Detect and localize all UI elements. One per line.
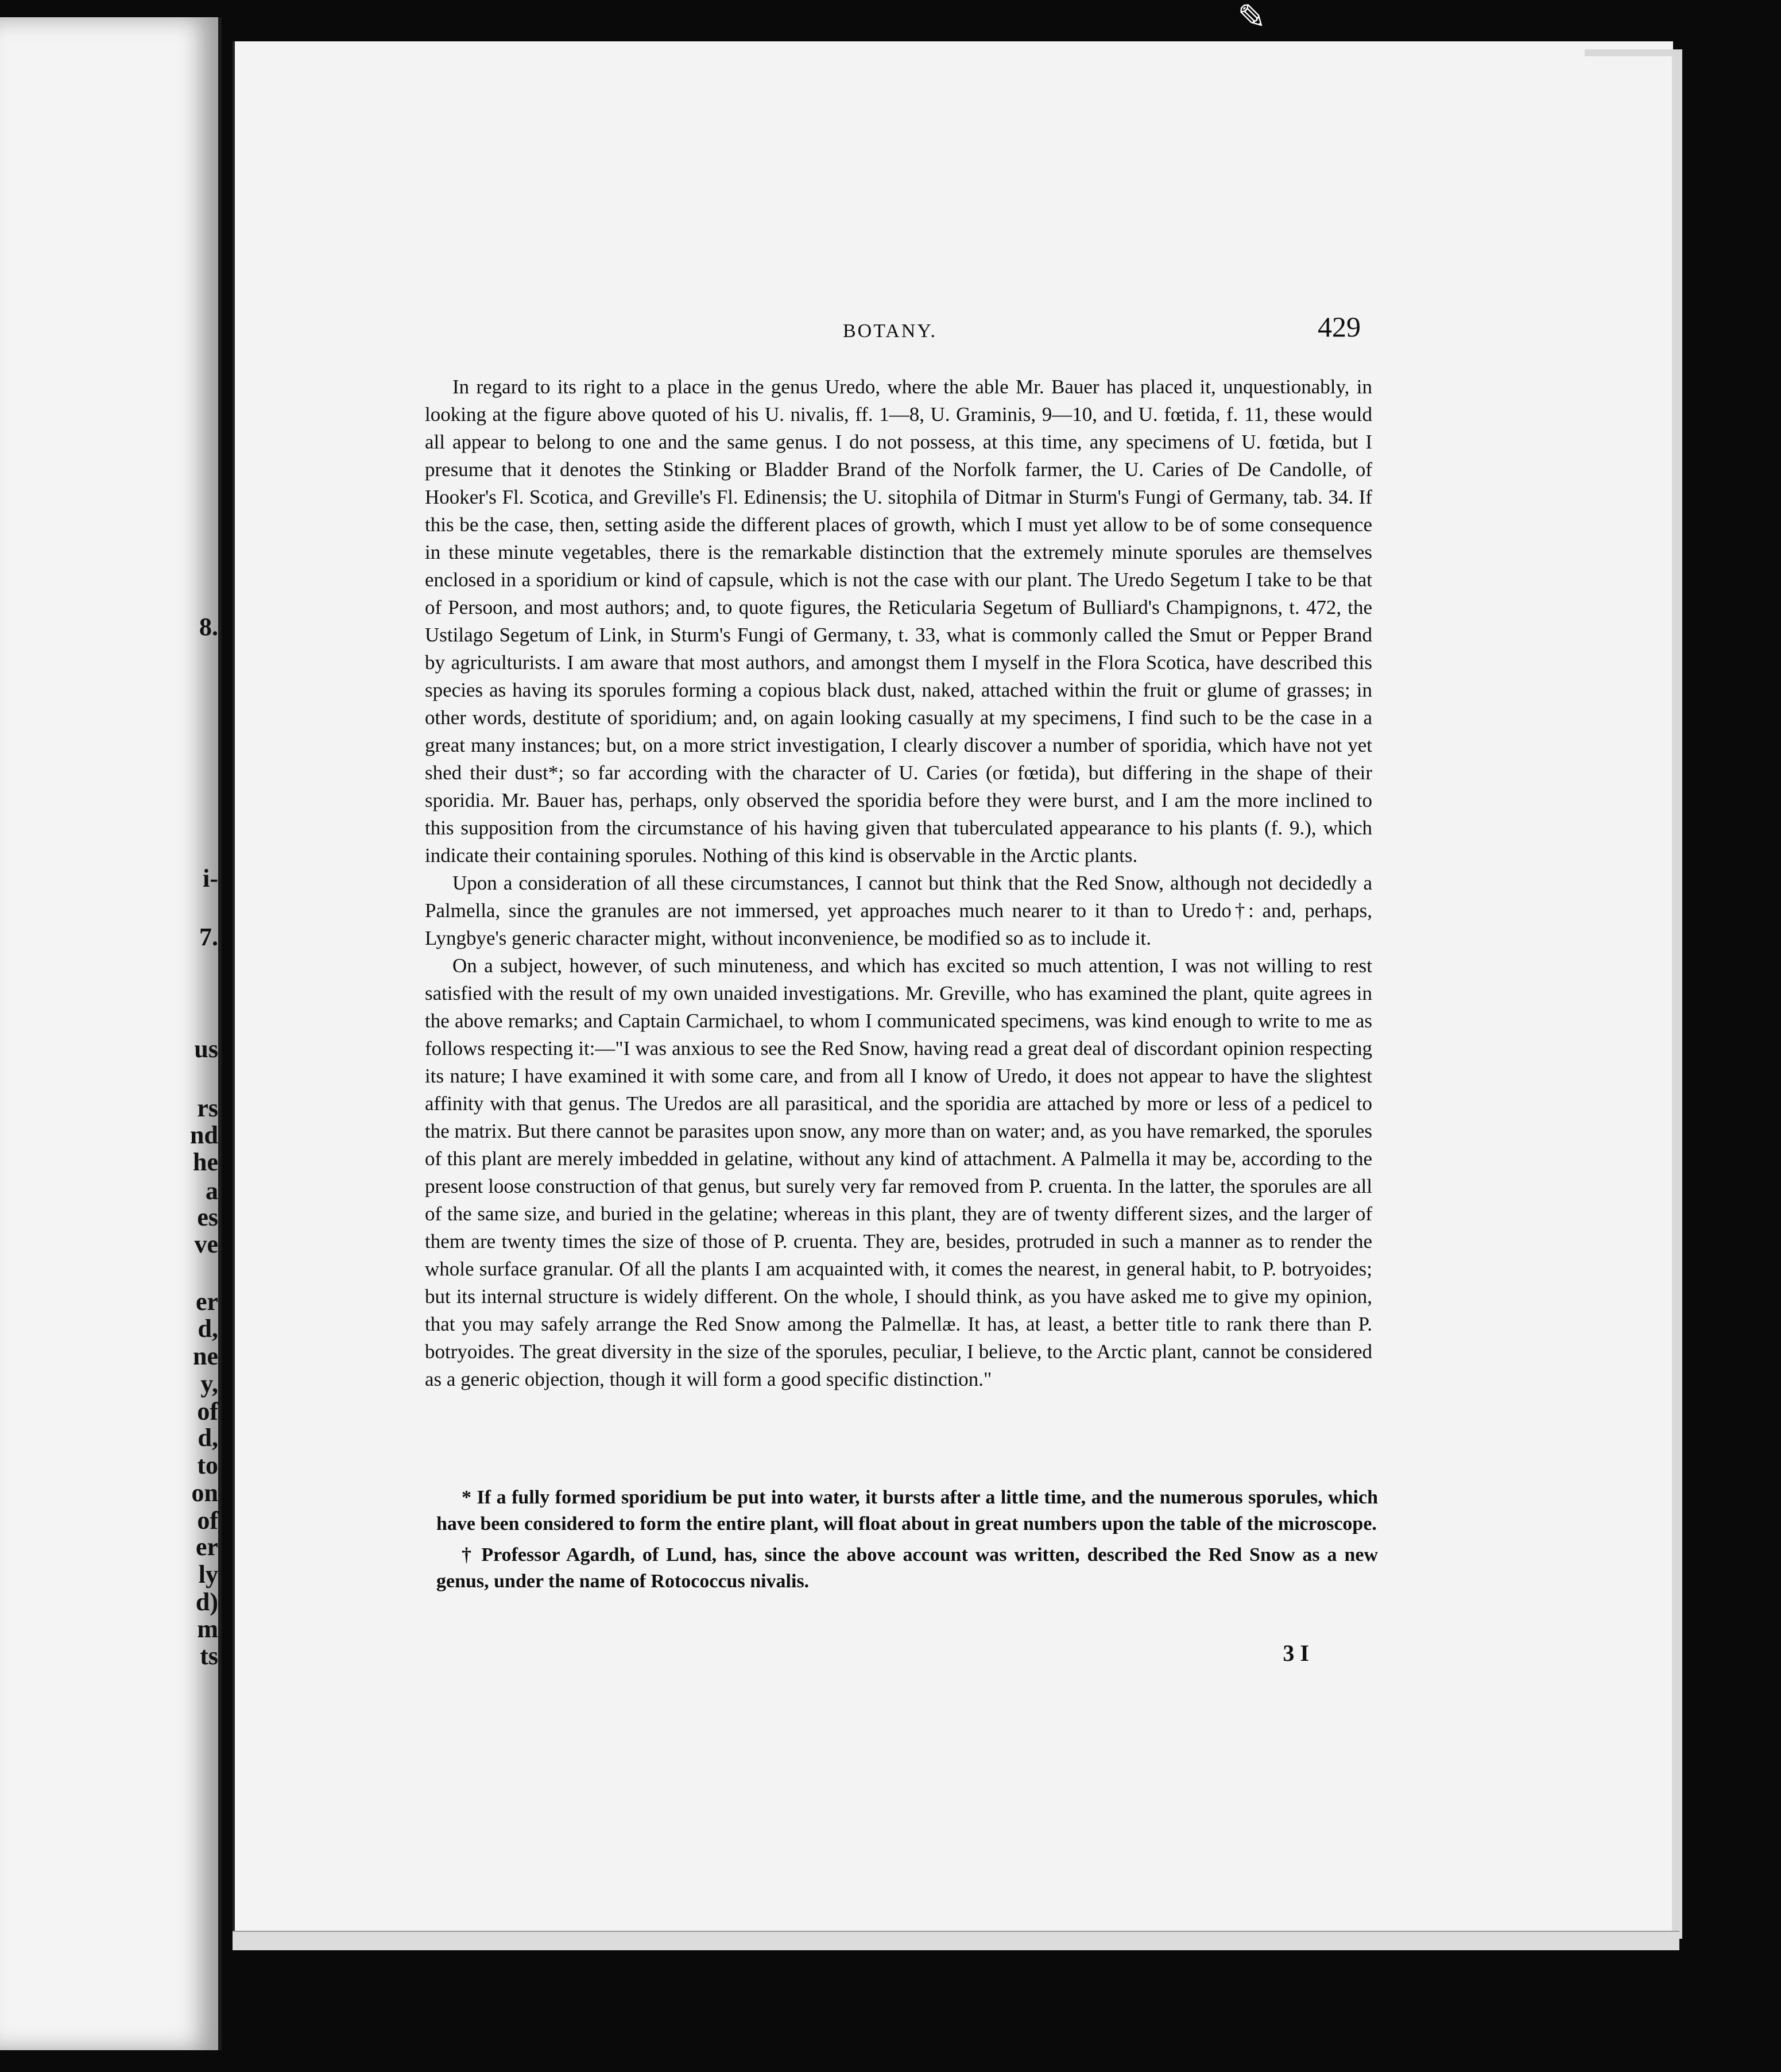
left-fragment: to [197, 1451, 218, 1479]
running-title: BOTANY. [842, 320, 938, 342]
left-fragment: of [197, 1397, 218, 1425]
left-fragment: us [194, 1035, 218, 1063]
left-fragment: er [195, 1288, 218, 1316]
left-fragment: ve [194, 1230, 218, 1258]
body-text [425, 373, 1372, 1393]
left-fragment: d, [198, 1424, 218, 1452]
left-fragment: ly [198, 1560, 218, 1588]
left-fragment: er [195, 1533, 218, 1561]
left-fragment: 7. [199, 923, 218, 951]
left-fragment: d) [195, 1588, 218, 1616]
paragraph: In regard to its right to a place in the genus Uredo, where the able Mr. Bauer has placed it, unquestionably, in looking at the figure above quoted of his U. nivalis, ff. 1—8, U. Graminis, 9—10, and U. fœtida, f. 11, these would all appear to belong to one and the same genus. I do not possess, at this time, any specimens of U. fœtida, but I presume that it denotes the Stinking or Bladder Brand of the Norfolk farmer, the U. Caries of De Candolle, of Hooker's Fl. Scotica, and Greville's Fl. Edinensis; the U. sitophila of Ditmar in Sturm's Fungi of Germany, tab. 34. If this be the case, then, setting aside the different places of growth, which I must yet allow to be of some consequence in these minute vegetables, there is the remarkable distinction that the extremely minute sporules are themselves enclosed in a sporidium or kind of capsule, which is not the case with our plant. The Uredo Segetum I take to be that of Persoon, and most authors; and, to quote figures, the Reticularia Segetum of Bulliard's Champignons, t. 472, the Ustilago Segetum of Link, in Sturm's Fungi of Germany, t. 33, what is commonly called the Smut or Pepper Brand by agriculturists. I am aware that most authors, and amongst them I myself in the Flora Scotica, have described this species as having its sporules forming a copious black dust, naked, attached within the fruit or glume of grasses; in other words, destitute of sporidium; and, on again looking casually at my specimens, I find such to be the case in a great many instances; but, on a more strict investigation, I clearly discover a number of sporidia, which have not yet shed their dust*; so far according with the character of U. Caries (or fœtida), but differing in the shape of their sporidia. Mr. Bauer has, perhaps, only observed the sporidia before they were burst, and I am the more inclined to this supposition from the circumstance of his having given that tuberculated appearance to his plants (f. 9.), which indicate their containing sporules. Nothing of this kind is observable in the Arctic plants. [425, 376, 1372, 867]
footnotes [436, 1485, 1378, 1599]
footnote: * If a fully formed sporidium be put into water, it bursts after a little time, and the numerous sporules, which have been considered to form the entire plant, will float about in great numbers upon the table of the microscope. [436, 1487, 1378, 1534]
paragraph: On a subject, however, of such minuteness, and which has excited so much attention, I was not willing to rest satisfied with the result of my own unaided investigations. Mr. Greville, who has examined the plant, quite agrees in the above remarks; and Captain Carmichael, to whom I communicated specimens, was kind enough to write to me as follows respecting it:—"I was anxious to see the Red Snow, having read a great deal of discordant opinion respecting its nature; I have examined it with some care, and from all I know of Uredo, it does not appear to have the slightest affinity with that genus. The Uredos are all parasitical, and the sporidia are attached by more or less of a pedicel to the matrix. But there cannot be parasites upon snow, any more than on water; and, as you have remarked, the sporules of this plant are merely imbedded in gelatine, without any kind of attachment. A Palmella it may be, according to the present loose construction of that genus, but surely very far removed from P. cruenta. In the latter, the sporules are all of the same size, and buried in the gelatine; whereas in this plant, they are of twenty different sizes, and the larger of them are twenty times the size of those of P. cruenta. They are, besides, protruded in such a manner as to render the whole surface granular. Of all the plants I am acquainted with, it comes the nearest, in general habit, to P. botryoides; but its internal structure is widely different. On the whole, I should think, as you have asked me to give my opinion, that you may safely arrange the Red Snow among the Palmellæ. It has, at least, a better title to rank there than P. botryoides. The great diversity in the size of the sporules, peculiar, I believe, to the Arctic plant, cannot be considered as a generic objection, though it will form a good specific distinction." [425, 954, 1373, 1390]
left-fragment: rs [197, 1094, 218, 1122]
left-fragment: 8. [199, 613, 218, 641]
left-fragment: i- [203, 864, 218, 892]
left-fragment: a [206, 1177, 218, 1205]
left-fragment: m [197, 1615, 218, 1643]
left-page-sliver [0, 17, 222, 2050]
scan-corner-mark: ✎ [1237, 0, 1267, 36]
left-fragment: y, [200, 1370, 218, 1398]
left-fragment: ne [193, 1342, 218, 1370]
left-fragment: ts [200, 1642, 218, 1670]
left-fragment: he [193, 1148, 218, 1176]
paragraph: Upon a consideration of all these circumstances, I cannot but think that the Red Snow, although not decidedly a Palmella, since the granules are not immersed, yet approaches much nearer to it than to Uredo†: and, perhaps, Lyngbye's generic character might, without inconvenience, be modified so as to include it. [425, 872, 1372, 949]
page-number: 429 [1318, 311, 1361, 343]
left-fragment: es [197, 1203, 218, 1231]
left-fragment: of [197, 1506, 218, 1534]
signature-mark: 3 I [1283, 1640, 1309, 1666]
left-fragment: nd [190, 1121, 218, 1149]
page-bottom-edge [233, 1931, 1679, 1950]
page-edge [1585, 49, 1682, 1939]
footnote: † Professor Agardh, of Lund, has, since the above account was written, described the Red Snow as a new genus, under the name of Rotococcus nivalis. [436, 1544, 1378, 1592]
left-fragment: on [191, 1479, 218, 1507]
left-fragment: d, [198, 1315, 218, 1343]
